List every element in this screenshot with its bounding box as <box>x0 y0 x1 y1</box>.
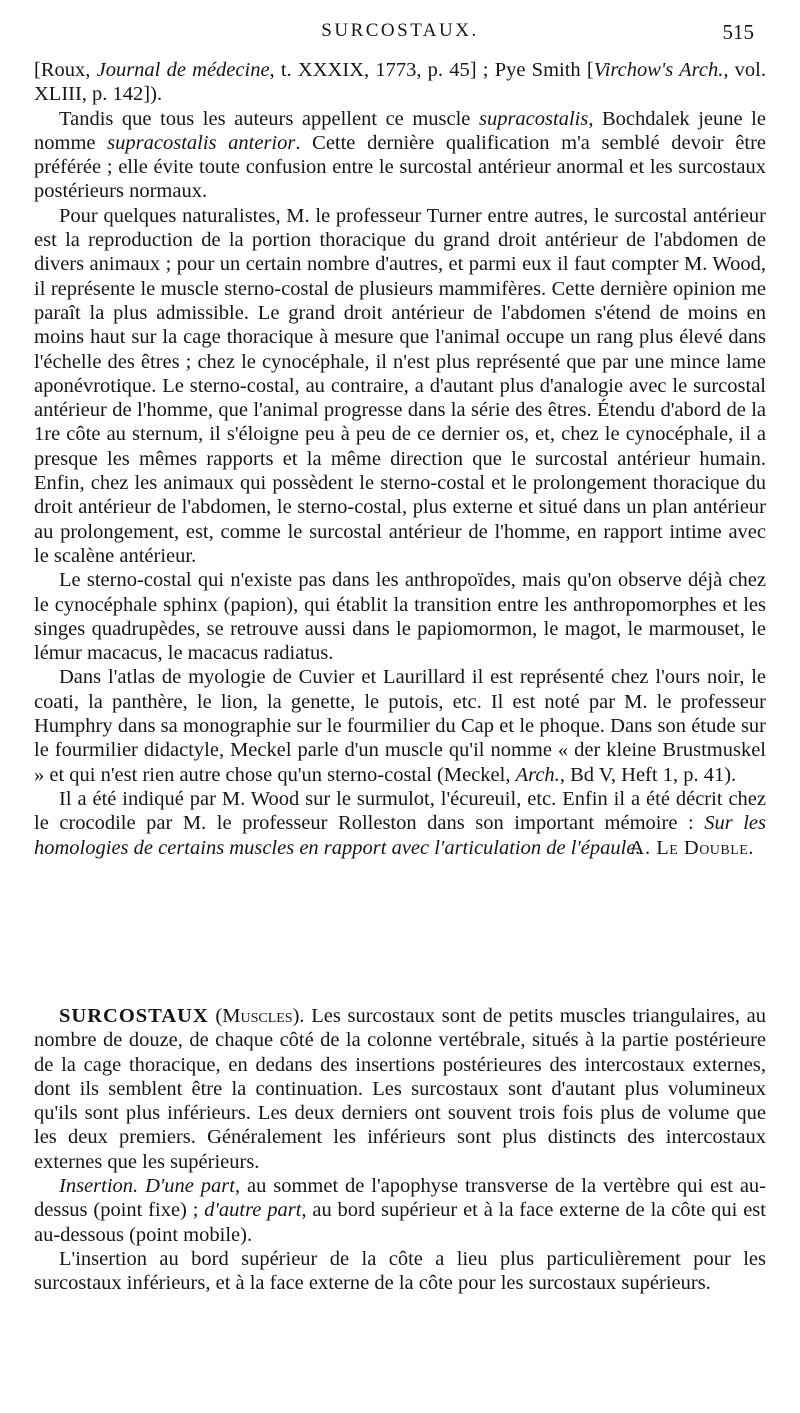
paragraph-sterno-costal: Le sterno-costal qui n'existe pas dans les anthropoïdes, mais qu'on observe déjà chez le cynocéphale sphinx (papion), qui établit la transition entre les anthropomorphes et les singes quadrupèdes, se retrouve aussi dans le papiomormon, le magot, le marmouset, le lémur macacus, le macacus radiatus. <box>34 569 766 665</box>
paragraph-atlas: Dans l'atlas de myologie de Cuvier et Laurillard il est représenté chez l'ours noir, le coati, la panthère, le lion, la genette, le putois, etc. Il est noté par M. le professeur Humphry dans sa monographie sur le fourmilier du Cap et le phoque. Dans son étude sur le fourmilier didactyle, Meckel parle d'un muscle qu'il nomme « der kleine Brustmuskel » et qui n'est rien autre chose qu'un sterno-costal (Meckel, Arch., Bd V, Heft 1, p. 41). <box>34 666 766 786</box>
paragraph-homology: Pour quelques naturalistes, M. le professeur Turner entre autres, le surcostal antérieur est la reproduction de la portion thoracique du grand droit antérieur de l'abdomen de divers animaux ; pour un certain nombre d'autres, et parmi eux il faut compter M. Wood, il représente le muscle sterno-costal de plusieurs mammifères. Cette dernière opinion me paraît la plus admissible. Le grand droit antérieur de l'abdomen s'étend de moins en moins haut sur la cage thoracique à mesure que l'animal occupe un rang plus élevé dans l'échelle des êtres ; chez le cynocéphale, il n'est plus représenté que par une mince lame aponévrotique. Le sterno-costal, au contraire, a d'autant plus d'analogie avec le surcostal antérieur de l'homme, que l'animal progresse dans la série des êtres. Étendu d'abord de la 1re côte au sternum, il s'éloigne peu à peu de ce dernier os, et, chez le cynocéphale, il a presque les mêmes rapports et la même direction que le surcostal antérieur humain. Enfin, chez les animaux qui possèdent le sterno-costal et le prolongement thoracique du droit antérieur de l'abdomen, le sterno-costal, plus externe et situé dans un plan antérieur au prolongement, est, comme le surcostal antérieur de l'homme, en rapport intime avec le scalène antérieur. <box>34 204 766 567</box>
paragraph-references: [Roux, Journal de médecine, t. XXXIX, 1773, p. 45] ; Pye Smith [Virchow's Arch., vol. XLIII, p. 142]). <box>34 59 766 106</box>
paragraph-final-text: Il a été indiqué par M. Wood sur le surmulot, l'écureuil, etc. Enfin il a été décrit chez le crocodile par M. le professeur Rolleston dans son important mémoire : Sur les homologies de certains muscles en rapport avec l'articulation de l'épaule. <box>34 787 767 859</box>
page-header <box>0 20 800 52</box>
article-surcostaux-muscles <box>34 1004 766 1296</box>
article-anterior-supracostal <box>34 58 766 860</box>
paragraph-definition: SURCOSTAUX (Muscles). Les surcostaux sont de petits muscles triangulaires, au nombre de douze, de chaque côté de la colonne vertébrale, situés à la partie postérieure de la cage thoracique, en dedans des insertions postérieures des intercostaux externes, dont ils semblent être la continuation. Les surcostaux sont d'autant plus volumineux qu'ils sont plus inférieurs. Les deux derniers ont souvent trois fois plus de volume que les deux premiers. Généralement les inférieurs sont plus distincts des intercostaux externes que les supérieurs. <box>34 1005 766 1173</box>
entry-type: (Muscles). <box>215 1005 305 1027</box>
paragraph-insertion: Insertion. D'une part, au sommet de l'apophyse transverse de la vertèbre qui est au-dessus (point fixe) ; d'autre part, au bord supérieur et à la face externe de la côte qui est au-dessous (point mobile). <box>34 1175 766 1246</box>
paragraph-insertion-detail: L'insertion au bord supérieur de la côte a lieu plus particulièrement pour les surcostaux inférieurs, et à la face externe de la côte pour les surcostaux supérieurs. <box>34 1247 766 1295</box>
running-title: SURCOSTAUX. <box>321 20 479 41</box>
page-number: 515 <box>722 20 754 44</box>
entry-heading: SURCOSTAUX <box>59 1005 209 1027</box>
subheading-insertion: Insertion. <box>59 1175 139 1198</box>
journal-title: Virchow's Arch. <box>593 59 724 81</box>
paragraph-nomenclature: Tandis que tous les auteurs appellent ce muscle supracostalis, Bochdalek jeune le nomme supracostalis anterior. Cette dernière qualification m'a semblé devoir être préférée ; elle évite toute confusion entre le surcostal antérieur anormal et les surcostaux postérieurs normaux. <box>34 107 766 203</box>
author-signature: A. Le Double. <box>629 836 754 859</box>
journal-title: Journal de médecine <box>96 59 270 81</box>
